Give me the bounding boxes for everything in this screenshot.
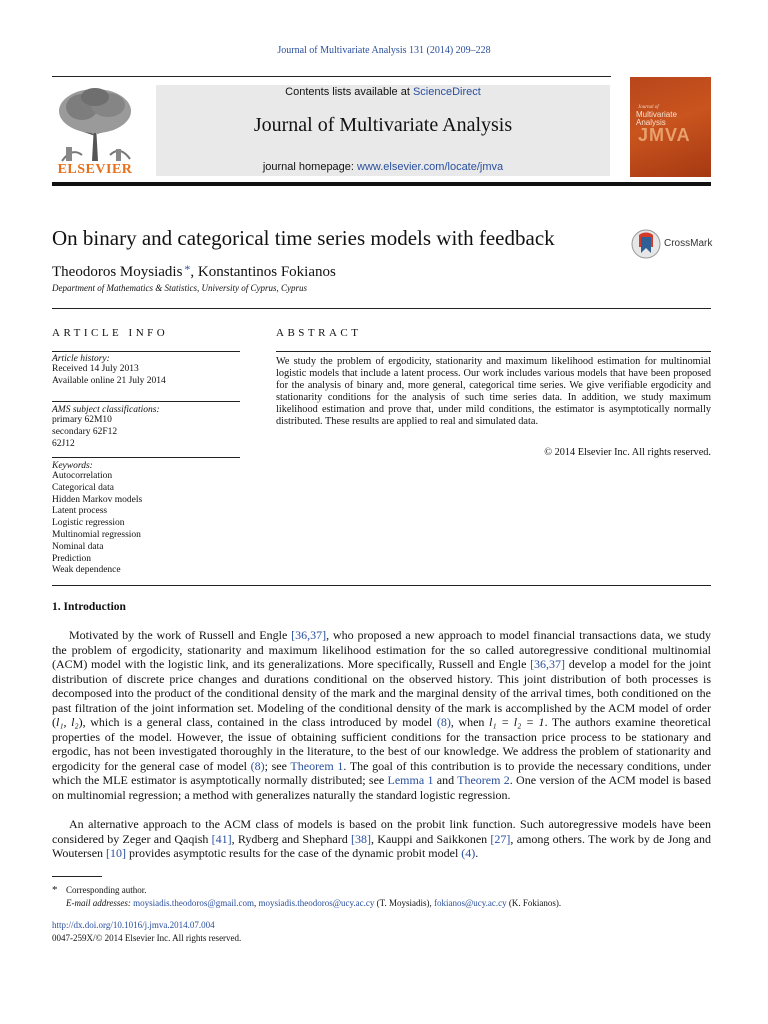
text-run: and (433, 773, 458, 787)
crossmark-label: CrossMark (664, 238, 713, 249)
text-run: , Kauppi and Saikkonen (371, 831, 491, 846)
doi-block (52, 919, 241, 945)
corresponding-author-note (52, 884, 711, 897)
section-heading-introduction: 1. Introduction (52, 601, 126, 613)
text-run: (T. Moysiadis), (374, 898, 434, 908)
ams-rule (52, 457, 240, 458)
tree-icon (52, 85, 138, 163)
abstract-copyright: © 2014 Elsevier Inc. All rights reserved. (544, 447, 711, 458)
author-list (52, 262, 336, 281)
intro-paragraph-2 (52, 817, 711, 861)
keyword: Categorical data (52, 482, 114, 493)
equation-link[interactable]: (8) (436, 715, 451, 729)
email-link[interactable]: moysiadis.theodoros@gmail.com (133, 898, 254, 908)
citation-link[interactable]: [36,37] (530, 657, 566, 671)
email-link[interactable]: moysiadis.theodoros@ucy.ac.cy (258, 898, 375, 908)
keyword: Logistic regression (52, 518, 125, 529)
masthead-bottom-rule (52, 182, 711, 186)
article-history (52, 354, 240, 388)
text-run: develop a model for the joint distribution of discrete price changes and durations conditional on the observed history. This joint distribution of both processes is decomposed into the product of the conditional density of the mark and the marginal density of the arrival times, both conditioned on the past filtration of the joint information set. Modeling of the conditional density of the mark is accomplished by the ACM model of order ( (52, 657, 711, 729)
citation-link[interactable]: [41] (211, 831, 232, 846)
text-run: , Rydberg and Shephard (231, 831, 352, 846)
inline-math: l₁ = l₂ = 1 (489, 715, 545, 729)
citation-link[interactable]: [36,37] (291, 628, 327, 642)
article-info-heading: ARTICLE INFO (52, 327, 169, 339)
available-date: Available online 21 July 2014 (52, 375, 166, 386)
ams-item: secondary 62F12 (52, 426, 118, 437)
text-run: ), which is a general class, contained in the class introduced by model (78, 715, 437, 729)
crossmark-badge[interactable] (631, 229, 716, 259)
journal-cover-image (630, 77, 711, 177)
keyword: Autocorrelation (52, 471, 113, 481)
email-label: E-mail addresses: (66, 898, 134, 908)
text-run: , among others. The work by de Jong and Woutersen (52, 831, 712, 860)
ams-classifications (52, 405, 240, 450)
text-run: , when (450, 715, 489, 729)
elsevier-wordmark: ELSEVIER (57, 162, 133, 177)
doi-link[interactable]: http://dx.doi.org/10.1016/j.jmva.2014.07.004 (52, 920, 215, 930)
footnote-text: Corresponding author. (66, 885, 147, 895)
title-divider (52, 308, 711, 309)
text-run: Motivated by the work of Russell and Engle (69, 628, 292, 642)
issn-line: 0047-259X/© 2014 Elsevier Inc. All rights reserved. (52, 933, 242, 943)
text-run: ; see (264, 758, 291, 773)
footnotes (52, 884, 711, 910)
text-run: . (475, 846, 479, 860)
text-run: provides asymptotic results for the case of the dynamic probit model (126, 846, 462, 860)
keyword: Hidden Markov models (52, 494, 143, 505)
text-run: . The goal of this contribution is to provide the necessary conditions, under which the MLE estimator is asymptotically normally distributed; see (52, 758, 711, 787)
crossmark-icon (631, 229, 661, 259)
citation-link[interactable]: [10] (106, 846, 127, 860)
article-title: On binary and categorical time series models with feedback (52, 226, 555, 250)
text-run: . The authors examine theoretical properties of the model. However, the issue of obtaining sufficient conditions for the transaction price process to be stationary and ergodic, has not been investigated thoroughly in the literature, to the best of our knowledge. We address the problem of stationarity and ergodicity for the general case of model (52, 715, 711, 773)
keywords-label: Keywords: (52, 461, 93, 471)
keyword: Multinomial regression (52, 529, 141, 540)
cover-journal-name: Multivariate Analysis (636, 110, 677, 127)
ams-item: 62J12 (52, 438, 75, 449)
section-divider (52, 585, 711, 586)
contents-line (156, 86, 610, 98)
email-addresses (52, 897, 711, 910)
theorem-link[interactable]: Theorem 2 (457, 773, 510, 787)
equation-link[interactable]: (8) (250, 758, 265, 773)
affiliation: Department of Mathematics & Statistics, University of Cyprus, Cyprus (52, 283, 307, 293)
contents-prefix: Contents lists available at (285, 86, 413, 98)
footnote-rule (52, 876, 102, 877)
author-separator: , (190, 264, 198, 280)
article-info-rule (52, 351, 240, 352)
author-name[interactable]: Theodoros Moysiadis (52, 264, 183, 280)
ams-label: AMS subject classifications: (52, 405, 160, 415)
lemma-link[interactable]: Lemma 1 (387, 773, 434, 787)
homepage-line (156, 161, 610, 173)
author-name[interactable]: Konstantinos Fokianos (197, 264, 336, 280)
equation-link[interactable]: (4) (461, 846, 476, 860)
abstract-text: We study the problem of ergodicity, stationarity and maximum likelihood estimation for multinomial logistic models that include a latent process. Our work includes various models that have been proposed for the analysis of binary and, more general, categorical time series. We give verifiable ergodicity and stationarity conditions for the analysis of such time series data. In addition, we study maximum likelihood estimation and prove that, under mild conditions, the estimator is asymptotically normally distributed. These results are applied to real and simulated data. (276, 356, 711, 427)
intro-paragraph-1 (52, 628, 711, 802)
text-run: . One version of the ACM model is based on multinomial regression; a method with generalizes naturally the standard logistic regression. (52, 773, 712, 802)
text-run: An alternative approach to the ACM class of models is based on the probit link function. Such autoregressive models have been considered by Zeger and Qaqish (52, 817, 711, 846)
cover-small-text: Journal of (638, 105, 659, 110)
cover-abbreviation: JMVA (638, 125, 691, 145)
homepage-prefix: journal homepage: (262, 161, 358, 173)
sciencedirect-link[interactable]: ScienceDirect (412, 86, 481, 98)
citation-link[interactable]: [27] (490, 831, 511, 846)
email-link[interactable]: fokianos@ucy.ac.cy (433, 898, 507, 908)
abstract-rule (276, 351, 711, 352)
journal-masthead (52, 76, 711, 186)
homepage-link[interactable]: www.elsevier.com/locate/jmva (357, 161, 504, 173)
keyword: Weak dependence (52, 565, 121, 576)
journal-title-panel (156, 85, 610, 176)
keywords-list (52, 461, 240, 577)
keyword: Latent process (52, 506, 108, 517)
text-run: , (253, 898, 259, 908)
keyword: Nominal data (52, 541, 104, 552)
abstract-heading: ABSTRACT (276, 327, 362, 339)
keyword: Prediction (52, 553, 92, 564)
received-date: Received 14 July 2013 (52, 364, 139, 374)
footnote-mark: * (52, 884, 58, 896)
journal-citation[interactable]: Journal of Multivariate Analysis 131 (2014) 209–228 (277, 45, 491, 56)
masthead-top-rule (52, 76, 611, 77)
history-label: Article history: (52, 354, 110, 364)
corresponding-author-mark[interactable]: * (184, 262, 191, 276)
theorem-link[interactable]: Theorem 1 (290, 758, 344, 773)
citation-link[interactable]: [38] (351, 831, 372, 846)
inline-math: l₁, l₂ (56, 715, 79, 729)
ams-item: primary 62M10 (52, 415, 112, 425)
text-run: (K. Fokianos). (506, 898, 562, 908)
journal-title: Journal of Multivariate Analysis (253, 114, 513, 136)
history-rule (52, 401, 240, 402)
text-run: , who proposed a new approach to model financial transactions data, we study the problem of ergodicity, stationarity and maximum likelihood estimation for the so called autoregressive conditional multinomial (ACM) model with the logistic link, and its generalizations. More specifically, Russell and Engle (52, 628, 711, 671)
